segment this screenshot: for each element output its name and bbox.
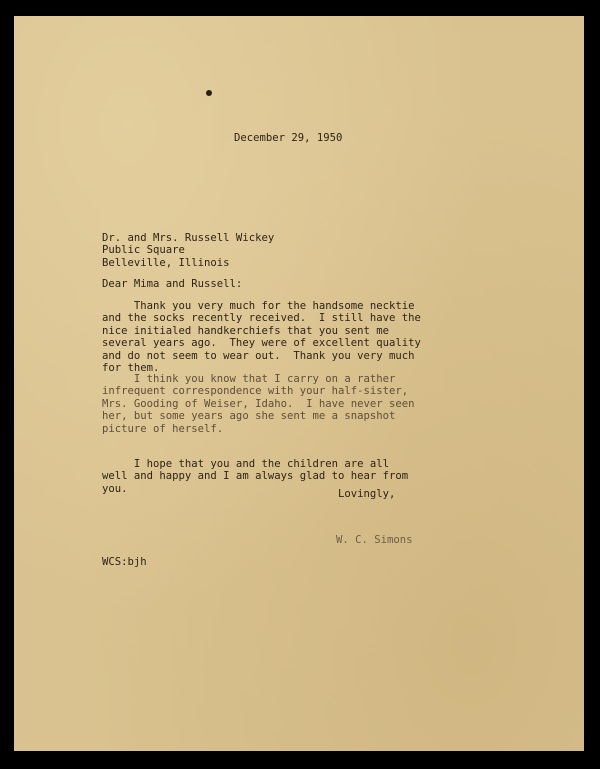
salutation: Dear Mima and Russell: [102, 278, 243, 290]
ink-spot [206, 90, 212, 96]
paragraph-line: and the socks recently received. I still have the [102, 312, 421, 325]
paragraph-line: well and happy and I am always glad to hear from [102, 470, 409, 483]
letter-date: December 29, 1950 [234, 132, 343, 144]
paragraph-line: picture of herself. [102, 422, 224, 435]
paragraph-line: Thank you very much for the handsome necktie [102, 300, 415, 312]
paragraph-line: I think you know that I carry on a rather [102, 373, 396, 385]
paragraph-line: several years ago. They were of excellent quality [102, 337, 421, 350]
signature: W. C. Simons [336, 534, 413, 546]
paragraph-line: Mrs. Gooding of Weiser, Idaho. I have never seen [102, 397, 415, 410]
address-line: Belleville, Illinois [102, 256, 230, 269]
paragraph-line: I hope that you and the children are all [102, 458, 390, 470]
address-line: Dr. and Mrs. Russell Wickey [102, 232, 275, 244]
paragraph-line: infrequent correspondence with your half-sister, [102, 385, 409, 398]
paragraph-line: you. [102, 482, 128, 495]
paragraph-line: for them. [102, 362, 160, 375]
typist-initials: WCS:bjh [102, 556, 147, 568]
letter-page [14, 16, 584, 751]
paragraph-line: and do not seem to wear out. Thank you very much [102, 349, 415, 362]
closing: Lovingly, [338, 488, 396, 500]
recipient-address [102, 232, 274, 269]
paragraph-line: nice initialed handkerchiefs that you sent me [102, 324, 390, 337]
address-line: Public Square [102, 244, 185, 257]
body-paragraph-2 [102, 373, 415, 435]
body-paragraph-1 [102, 300, 421, 374]
paragraph-line: her, but some years ago she sent me a snapshot [102, 410, 396, 423]
